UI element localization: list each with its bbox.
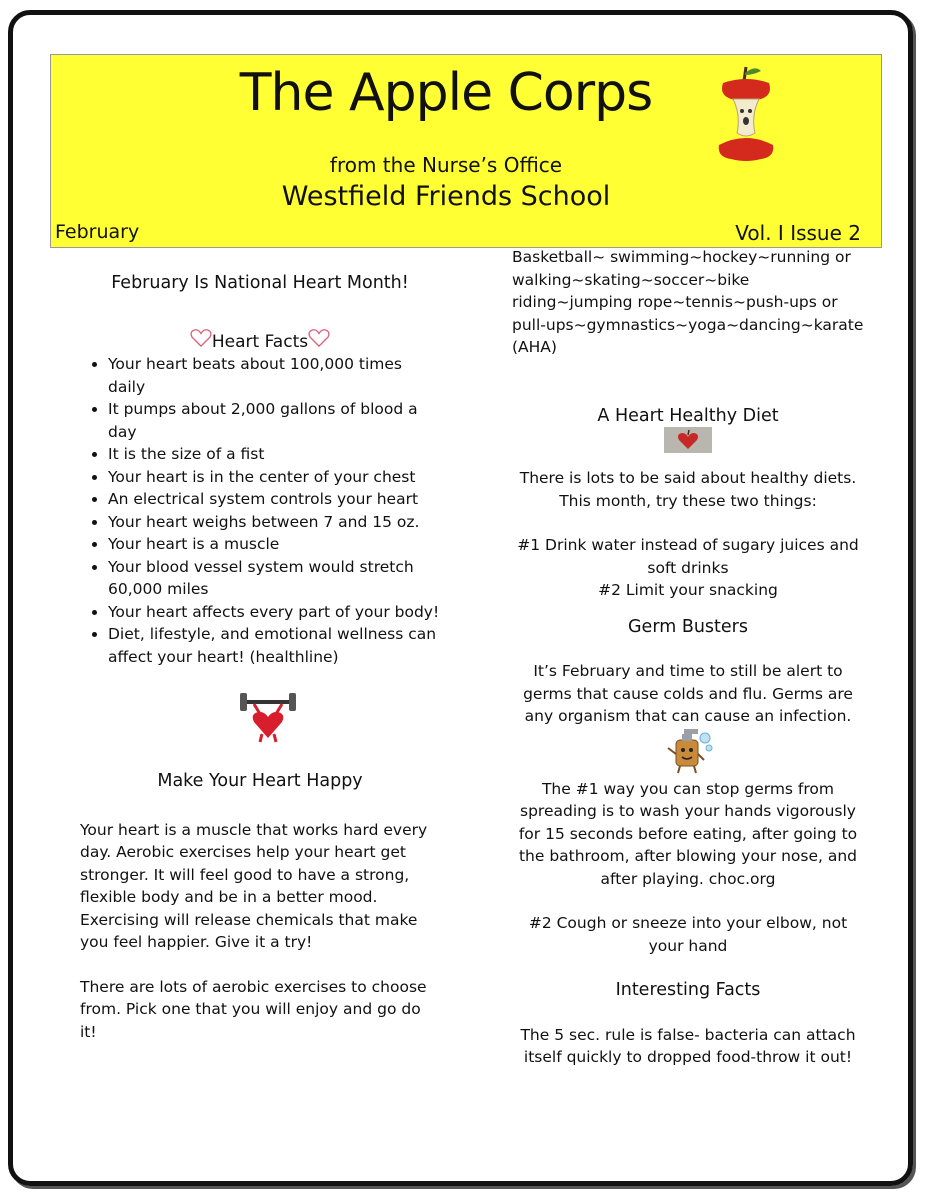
list-item: • An electrical system controls your heart [108,488,440,511]
exercise-list-text: Basketball~ swimming~hockey~running or walking~skating~soccer~bike riding~jumping rope~tennis~push-ups or pull-ups~gymnastics~yoga~dancing~karate (AHA) [512,248,864,356]
newsletter-title: The Apple Corps [239,63,653,123]
list-item: • Your heart affects every part of your body! [108,601,440,624]
left-column [80,272,440,1043]
interesting-facts-paragraph: The 5 sec. rule is false- bacteria can attach itself quickly to dropped food-throw it out! [520,1025,856,1066]
masthead [50,54,882,248]
heart-healthy-diet-heading: A Heart Healthy Diet [597,405,779,426]
germ-paragraph-2: The #1 way you can stop germs from spreading is to wash your hands vigorously for 15 seconds before eating, after going to the bathroom, after blowing your nose, and after playing. choc.org [518,779,858,888]
list-item: • Your heart is a muscle [108,533,440,556]
list-item: • It pumps about 2,000 gallons of blood a day [108,398,440,443]
list-item: • Your heart is in the center of your chest [108,466,440,489]
list-item: • Diet, lifestyle, and emotional wellness can affect your heart! (healthline) [108,623,440,668]
school-name: Westfield Friends School [281,181,611,212]
make-heart-happy-heading: Make Your Heart Happy [157,771,363,791]
make-heart-happy-paragraph-1: Your heart is a muscle that works hard every day. Aerobic exercises help your heart get stronger. It will feel good to have a strong, flexible body and be in a better mood. Exercising will release chemicals that make you feel happier. Give it a try! [80,820,428,951]
list-item: • Your heart weighs between 7 and 15 oz. [108,511,440,534]
diet-paragraph: There is lots to be said about healthy diets. This month, try these two things: [519,469,857,510]
make-heart-happy-paragraph-2: There are lots of aerobic exercises to choose from. Pick one that you will enjoy and go do it! [80,977,427,1041]
heart-outline-icon [308,329,330,347]
germ-paragraph-1: It’s February and time to still be alert to germs that cause colds and flu. Germs are any organism that can cause an infection. [523,662,853,725]
month-label: February [55,221,140,243]
germ-paragraph-3: #2 Cough or sneeze into your elbow, not your hand [528,914,848,955]
right-column [512,246,864,1069]
heart-facts-heading-row [80,329,440,354]
germ-busters-heading: Germ Busters [628,616,748,637]
list-item: • Your heart beats about 100,000 times daily [108,353,440,398]
diet-item-2: #2 Limit your snacking [598,581,778,599]
diet-item-1: #1 Drink water instead of sugary juices and soft drinks [517,536,859,577]
apple-heart-photo-icon [664,427,712,453]
weightlifting-heart-icon [238,690,298,744]
heart-facts-heading: Heart Facts [211,331,309,352]
interesting-facts-heading: Interesting Facts [615,980,761,1000]
soap-character-icon [662,728,714,774]
apple-core-icon [711,65,781,165]
issue-label: Vol. I Issue 2 [735,221,861,245]
heart-month-heading: February Is National Heart Month! [111,273,409,293]
list-item: • Your blood vessel system would stretch 60,000 miles [108,556,440,601]
list-item: • It is the size of a fist [108,443,440,466]
subtitle: from the Nurse’s Office [329,153,563,177]
heart-outline-icon [190,329,212,347]
heart-facts-list [80,353,440,668]
